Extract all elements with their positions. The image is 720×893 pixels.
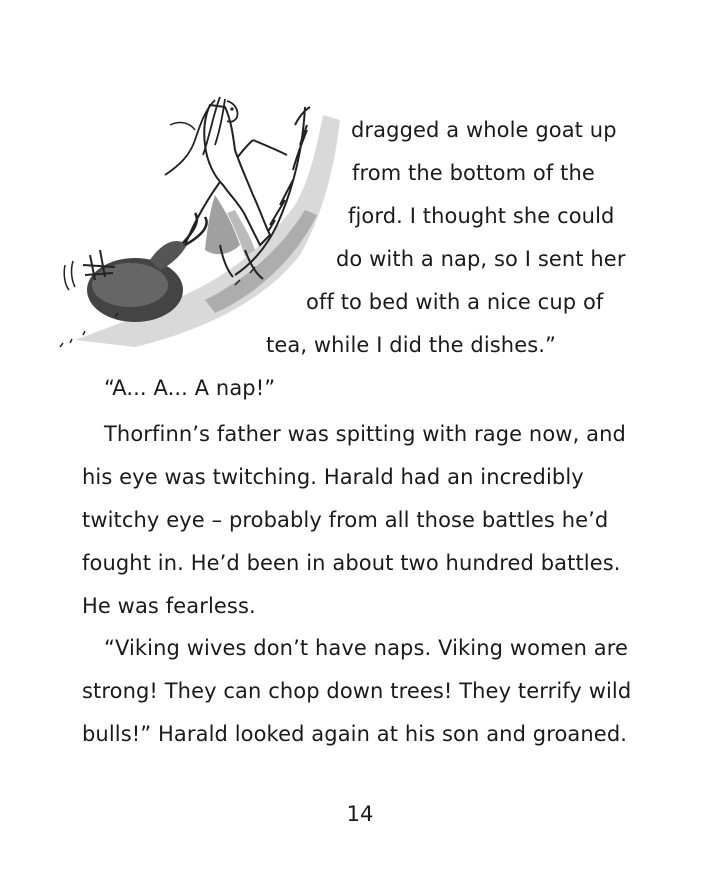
paragraph-nap-exclaim: “A... A... A nap!”	[104, 376, 276, 400]
text-line: bulls!” Harald looked again at his son and groaned.	[82, 722, 628, 746]
text-line: his eye was twitching. Harald had an incredibly	[82, 465, 584, 489]
text-line: off to bed with a nice cup of	[306, 290, 604, 314]
text-line: strong! They can chop down trees! They terrify wild	[82, 679, 632, 703]
viking-woman-dragging-goat-illustration	[55, 85, 355, 360]
text-line: tea, while I did the dishes.”	[266, 333, 557, 357]
text-line: “Viking wives don’t have naps. Viking women are	[104, 636, 629, 660]
page-number: 14	[346, 802, 374, 826]
text-line: from the bottom of the	[352, 161, 595, 185]
text-line: fought in. He’d been in about two hundred battles.	[82, 551, 621, 575]
text-line: dragged a whole goat up	[351, 118, 617, 142]
text-line: He was fearless.	[82, 594, 256, 618]
text-line: do with a nap, so I sent her	[336, 247, 626, 271]
text-line: fjord. I thought she could	[348, 204, 615, 228]
text-line: twitchy eye – probably from all those battles he’d	[82, 508, 609, 532]
text-line: Thorfinn’s father was spitting with rage now, and	[104, 422, 626, 446]
